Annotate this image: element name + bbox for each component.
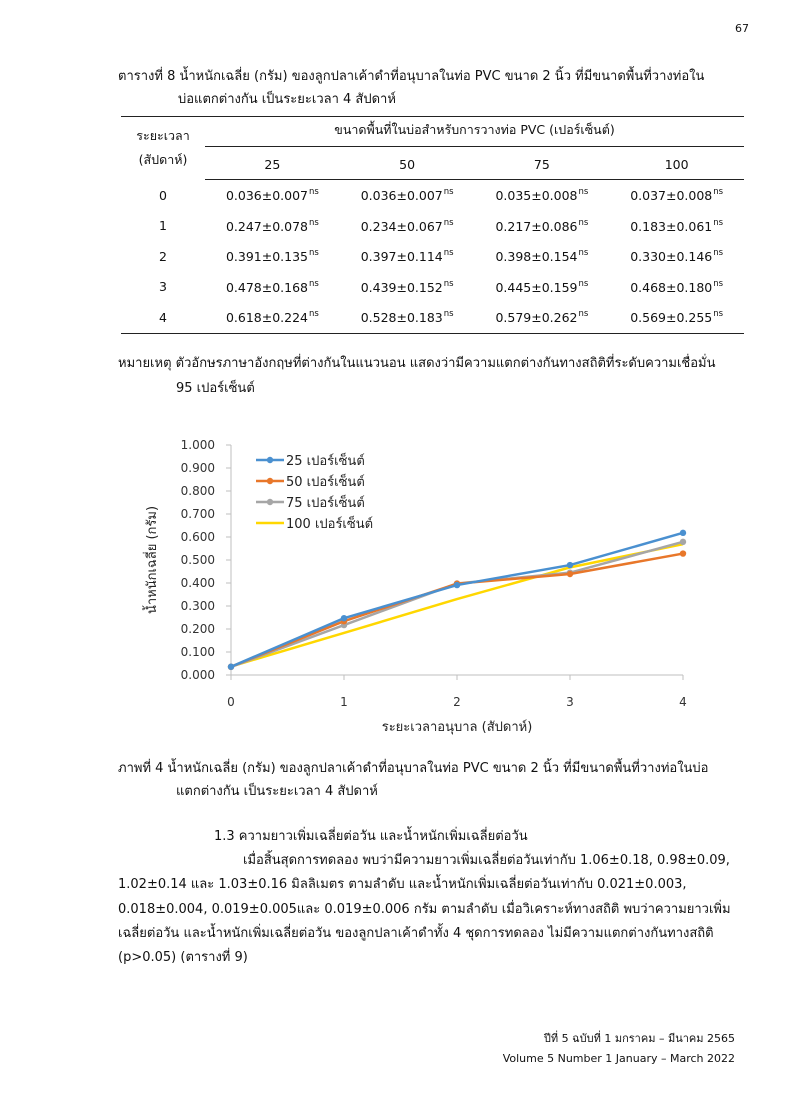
data-point — [680, 530, 686, 536]
table-cell-value — [609, 211, 744, 242]
y-tick-label: 1.000 — [180, 438, 215, 452]
table-cell-value — [205, 211, 340, 242]
table-cell-value — [340, 180, 475, 211]
table-cell-value — [340, 302, 475, 333]
y-tick-label: 0.000 — [180, 668, 215, 682]
table-cell-value — [475, 272, 610, 303]
cell-value-text: 0.247±0.078 — [225, 218, 308, 234]
y-tick-label: 0.100 — [180, 645, 215, 659]
x-tick-label: 2 — [453, 695, 461, 709]
table-col-header: 25 — [205, 149, 340, 180]
table-row — [121, 211, 744, 242]
table-header-period-line1: ระยะเวลา — [136, 128, 190, 144]
significance-mark: ns — [713, 248, 724, 259]
significance-mark: ns — [443, 278, 454, 289]
cell-value-text: 0.468±0.180 — [630, 279, 713, 295]
table-body — [121, 180, 744, 334]
data-point — [341, 615, 347, 621]
significance-mark: ns — [443, 217, 454, 228]
table-col-header: 100 — [609, 149, 744, 180]
table-cell-value — [475, 211, 610, 242]
table-cell-value — [609, 302, 744, 333]
significance-mark: ns — [308, 278, 319, 289]
line-chart — [140, 430, 730, 740]
cell-value-text: 0.035±0.008 — [495, 188, 578, 204]
body-line: เฉลี่ยต่อวัน และน้ำหนักเพิ่มเฉลี่ยต่อวัน ของลูกปลาเค้าดำทั้ง 4 ชุดการทดลอง ไม่มีความแตกต่างกันทางสถิติ — [118, 926, 714, 941]
table-cell-week: 3 — [159, 279, 167, 295]
significance-mark: ns — [308, 248, 319, 259]
table-cell-value — [609, 180, 744, 211]
data-point — [567, 571, 573, 577]
cell-value-text: 0.445±0.159 — [495, 279, 578, 295]
significance-mark: ns — [578, 187, 589, 198]
series-line — [231, 544, 683, 666]
x-axis-label: ระยะเวลาอนุบาล (สัปดาห์) — [381, 720, 533, 735]
section-heading: 1.3 ความยาวเพิ่มเฉลี่ยต่อวัน และน้ำหนักเพิ่มเฉลี่ยต่อวัน — [214, 829, 528, 844]
significance-mark: ns — [578, 278, 589, 289]
significance-mark: ns — [308, 217, 319, 228]
cell-value-text: 0.330±0.146 — [630, 249, 713, 265]
significance-mark: ns — [578, 248, 589, 259]
x-tick-label: 4 — [679, 695, 687, 709]
data-point — [680, 550, 686, 556]
y-tick-label: 0.500 — [180, 553, 215, 567]
table-cell-week: 2 — [159, 248, 167, 264]
legend-label: 50 เปอร์เซ็นต์ — [286, 475, 365, 490]
cell-value-text: 0.397±0.114 — [360, 249, 443, 265]
significance-mark: ns — [713, 309, 724, 320]
cell-value-text: 0.528±0.183 — [360, 310, 443, 326]
table-cell-week: 1 — [159, 218, 167, 234]
y-tick-label: 0.900 — [180, 461, 215, 475]
table-cell-week: 4 — [121, 302, 205, 333]
significance-mark: ns — [713, 278, 724, 289]
page-number: 67 — [735, 22, 749, 35]
legend-label: 75 เปอร์เซ็นต์ — [286, 496, 365, 511]
cell-value-text: 0.036±0.007 — [360, 188, 443, 204]
body-line: เมื่อสิ้นสุดการทดลอง พบว่ามีความยาวเพิ่มเฉลี่ยต่อวันเท่ากับ 1.06±0.18, 0.98±0.09, — [243, 853, 730, 868]
note-line2: 95 เปอร์เซ็นต์ — [176, 381, 255, 396]
series-line — [231, 542, 683, 667]
table-cell-value — [205, 241, 340, 272]
cell-value-text: 0.478±0.168 — [225, 279, 308, 295]
table-cell-value — [205, 180, 340, 211]
cell-value-text: 0.618±0.224 — [225, 310, 308, 326]
significance-mark: ns — [713, 217, 724, 228]
table-cell-value — [609, 241, 744, 272]
x-tick-label: 3 — [566, 695, 574, 709]
legend-label: 100 เปอร์เซ็นต์ — [286, 517, 374, 532]
cell-value-text: 0.217±0.086 — [495, 218, 578, 234]
footer-english: Volume 5 Number 1 January – March 2022 — [502, 1052, 735, 1065]
table-group-header-text: ขนาดพื้นที่ในบ่อสำหรับการวางท่อ PVC (เปอร์เซ็นต์) — [205, 120, 744, 147]
cell-value-text: 0.439±0.152 — [360, 279, 443, 295]
table-cell-value — [205, 302, 340, 333]
note-line1: หมายเหตุ ตัวอักษรภาษาอังกฤษที่ต่างกันในแนวนอน แสดงว่ามีความแตกต่างกันทางสถิติที่ระดับความเชื่อมั่น — [118, 356, 716, 371]
table-header-period — [121, 117, 205, 180]
y-tick-label: 0.400 — [180, 576, 215, 590]
table-cell-value — [475, 302, 610, 333]
significance-mark: ns — [578, 217, 589, 228]
cell-value-text: 0.398±0.154 — [495, 249, 578, 265]
significance-mark: ns — [443, 309, 454, 320]
significance-mark: ns — [443, 187, 454, 198]
data-point — [454, 582, 460, 588]
table-cell-value — [475, 180, 610, 211]
table-cell-value — [475, 241, 610, 272]
y-tick-label: 0.800 — [180, 484, 215, 498]
table-cell-week: 0 — [159, 187, 167, 203]
table-caption-line2: บ่อแตกต่างกัน เป็นระยะเวลา 4 สัปดาห์ — [178, 92, 396, 107]
cell-value-text: 0.579±0.262 — [495, 310, 578, 326]
y-tick-label: 0.700 — [180, 507, 215, 521]
legend-marker — [267, 457, 273, 463]
table-cell-value — [340, 241, 475, 272]
y-tick-label: 0.600 — [180, 530, 215, 544]
series-line — [231, 554, 683, 667]
body-line: (p>0.05) (ตารางที่ 9) — [118, 950, 248, 965]
data-table — [121, 116, 744, 334]
significance-mark: ns — [308, 309, 319, 320]
y-tick-label: 0.300 — [180, 599, 215, 613]
data-point — [680, 539, 686, 545]
body-line: 0.018±0.004, 0.019±0.005และ 0.019±0.006 กรัม ตามลำดับ เมื่อวิเคราะห์ทางสถิติ พบว่าความยาวเพิ่ม — [118, 902, 731, 917]
body-line: 1.02±0.14 และ 1.03±0.16 มิลลิเมตร ตามลำดับ และน้ำหนักเพิ่มเฉลี่ยต่อวันเท่ากับ 0.021±0.003, — [118, 877, 687, 892]
cell-value-text: 0.391±0.135 — [225, 249, 308, 265]
table-header-period-line2: (สัปดาห์) — [138, 152, 188, 168]
cell-value-text: 0.569±0.255 — [630, 310, 713, 326]
y-axis-label: น้ำหนักเฉลี่ย (กรัม) — [145, 505, 160, 615]
significance-mark: ns — [578, 309, 589, 320]
footer-thai: ปีที่ 5 ฉบับที่ 1 มกราคม – มีนาคม 2565 — [543, 1032, 735, 1045]
cell-value-text: 0.036±0.007 — [225, 188, 308, 204]
data-point — [567, 562, 573, 568]
legend-label: 25 เปอร์เซ็นต์ — [286, 454, 365, 469]
table-col-header: 50 — [340, 149, 475, 180]
significance-mark: ns — [713, 187, 724, 198]
cell-value-text: 0.183±0.061 — [630, 218, 713, 234]
figure-caption-line2: แตกต่างกัน เป็นระยะเวลา 4 สัปดาห์ — [176, 784, 378, 799]
table-cell-value — [609, 272, 744, 303]
data-point — [228, 664, 234, 670]
table-row — [121, 180, 744, 211]
table-group-header — [205, 117, 744, 150]
x-tick-label: 0 — [227, 695, 235, 709]
table-cell-value — [205, 272, 340, 303]
table-row — [121, 302, 744, 333]
table-row — [121, 272, 744, 303]
significance-mark: ns — [443, 248, 454, 259]
x-tick-label: 1 — [340, 695, 348, 709]
legend-marker — [267, 499, 273, 505]
legend-marker — [267, 478, 273, 484]
cell-value-text: 0.234±0.067 — [360, 218, 443, 234]
table-caption-line1: ตารางที่ 8 น้ำหนักเฉลี่ย (กรัม) ของลูกปลาเค้าดำที่อนุบาลในท่อ PVC ขนาด 2 นิ้ว ที่มีขนาดพื้นที่วางท่อใน — [118, 69, 705, 84]
significance-mark: ns — [308, 187, 319, 198]
y-tick-label: 0.200 — [180, 622, 215, 636]
figure-caption-line1: ภาพที่ 4 น้ำหนักเฉลี่ย (กรัม) ของลูกปลาเค้าดำที่อนุบาลในท่อ PVC ขนาด 2 นิ้ว ที่มีขนาดพื้นที่วางท่อในบ่อ — [118, 761, 709, 776]
table-cell-value — [340, 272, 475, 303]
table-cell-value — [340, 211, 475, 242]
table-row — [121, 241, 744, 272]
cell-value-text: 0.037±0.008 — [630, 188, 713, 204]
table-col-header: 75 — [475, 149, 610, 180]
